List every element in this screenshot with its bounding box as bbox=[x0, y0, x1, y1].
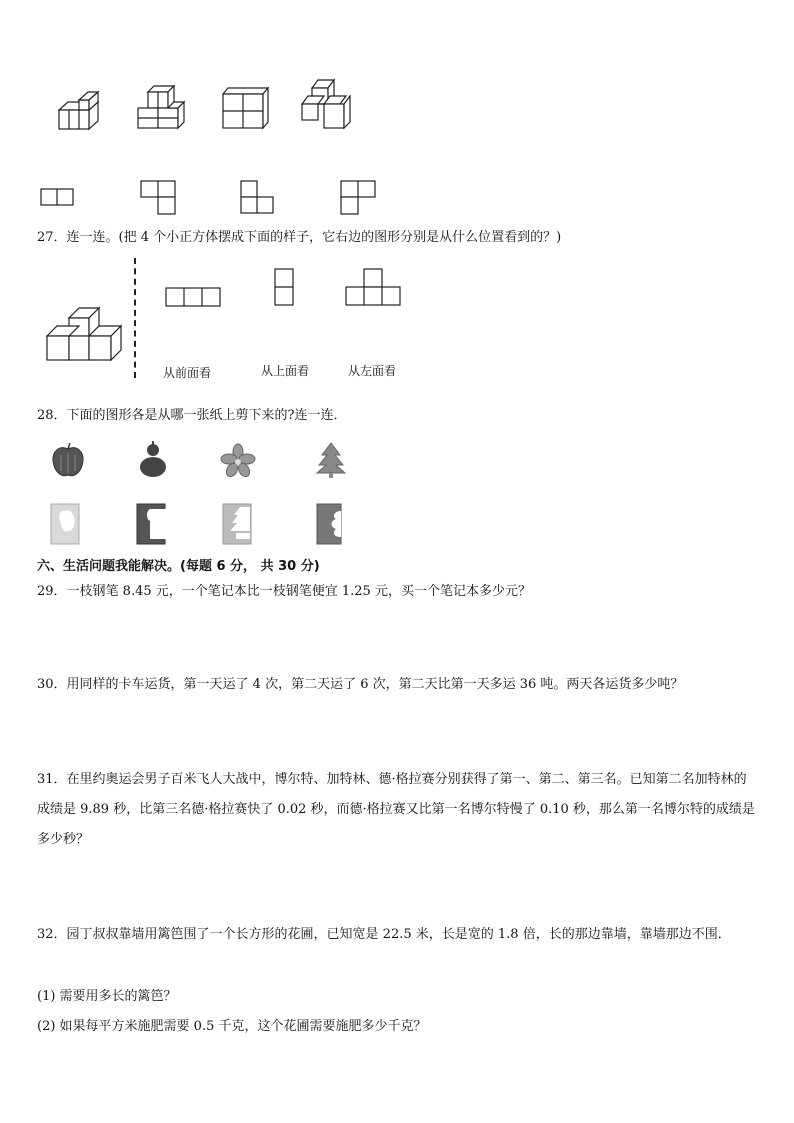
view-label-front: 从前面看 bbox=[163, 366, 212, 380]
view-shape-1 bbox=[40, 188, 76, 208]
section-6-title: 六、生活问题我能解决。(每题 6 分， 共 30 分) bbox=[37, 559, 320, 574]
cut-paper-3 bbox=[222, 503, 254, 545]
view-shape-3 bbox=[240, 180, 280, 216]
question-31-text: 31．在里约奥运会男子百米飞人大战中，博尔特、加特林、德·格拉赛分别获得了第一、第二、第三名。已知第二名加特林的成绩是 9.89 秒，比第三名德·格拉赛快了 0.02 秒，而德·格拉赛又比第一名博尔特慢了 0.10 秒，那么第一名博尔特的成绩是多少秒？ bbox=[37, 772, 755, 847]
apple-shape bbox=[50, 443, 86, 479]
question-29-text: 29．一枝钢笔 8.45 元，一个笔记本比一枝钢笔便宜 1.25 元，买一个笔记本多少元？ bbox=[37, 584, 531, 599]
tree-shape bbox=[316, 441, 346, 479]
left-view-shape bbox=[345, 268, 405, 308]
cube-figure-1 bbox=[56, 94, 106, 134]
dashed-divider bbox=[134, 258, 136, 378]
cube-figure-3 bbox=[220, 84, 270, 130]
top-view-shape bbox=[274, 268, 296, 308]
front-view-shape bbox=[165, 287, 225, 309]
question-28-text: 28．下面的图形各是从哪一张纸上剪下来的?连一连． bbox=[37, 408, 347, 423]
cube-figure-2 bbox=[136, 84, 191, 134]
question-30-text: 30．用同样的卡车运货，第一天运了 4 次，第二天运了 6 次，第二天比第一天多运 36 吨。两天各运货多少吨？ bbox=[37, 677, 684, 692]
cut-paper-1 bbox=[50, 503, 82, 545]
question-27-text: 27．连一连。(把 4 个小正方体摆成下面的样子，它右边的图形分别是从什么位置看到的？) bbox=[37, 230, 562, 245]
cut-paper-4 bbox=[316, 503, 348, 545]
question-32-sub-2: (2) 如果每平方米施肥需要 0.5 千克，这个花圃需要施肥多少千克？ bbox=[37, 1019, 427, 1034]
question-32-text: 32．园丁叔叔靠墙用篱笆围了一个长方形的花圃，已知宽是 22.5 米，长是宽的 1.8 倍，长的那边靠墙，靠墙那边不围． bbox=[37, 927, 731, 942]
view-label-top: 从上面看 bbox=[261, 364, 310, 378]
cube-stack-figure bbox=[45, 304, 125, 366]
cube-figure-4 bbox=[300, 78, 355, 132]
flower-shape bbox=[220, 443, 256, 479]
gourd-shape bbox=[136, 441, 170, 479]
view-shape-2 bbox=[140, 180, 180, 216]
question-32-sub-1: (1) 需要用多长的篱笆？ bbox=[37, 989, 177, 1004]
cut-paper-2 bbox=[136, 503, 168, 545]
view-shape-4 bbox=[340, 180, 380, 216]
view-label-left: 从左面看 bbox=[348, 364, 397, 378]
